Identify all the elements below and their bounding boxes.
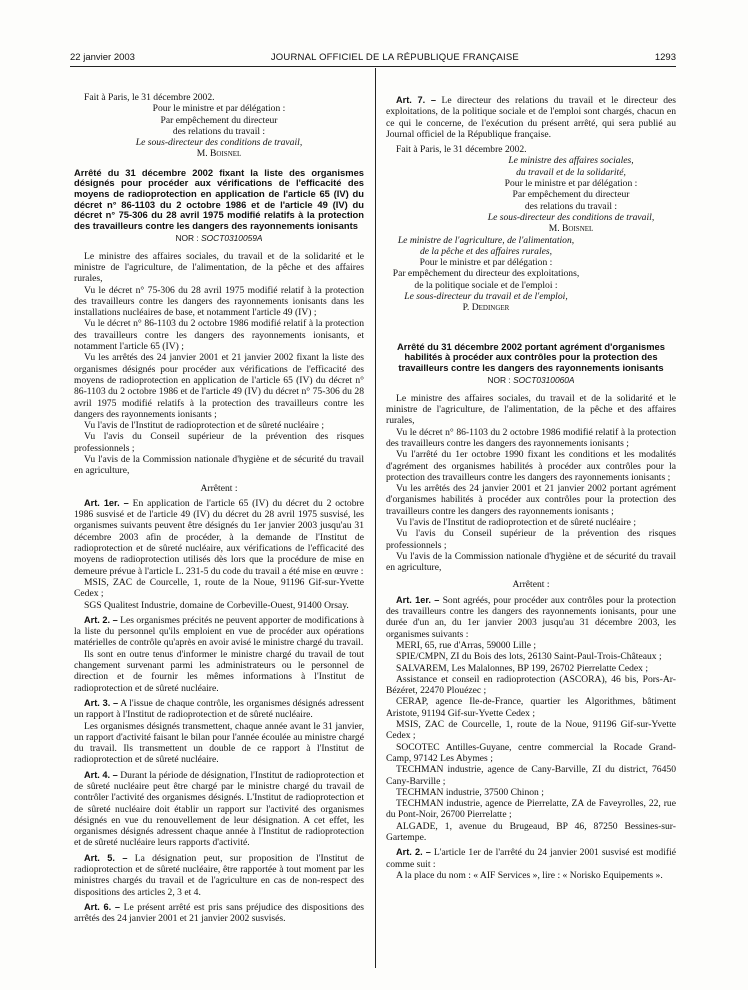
- list-item: ALGADE, 1, avenue du Brugeaud, BP 46, 87250 Bessines-sur-Gartempe.: [386, 820, 676, 843]
- list-item: SGS Qualitest Industrie, domaine de Corbeville-Ouest, 91400 Orsay.: [84, 599, 349, 611]
- signatory-title: du travail et de la solidarité,: [516, 166, 626, 178]
- list-item: Assistance et conseil en radioprotection (ASCORA), 46 bis, Pors-Ar-Bézéret, 22470 Plouézec ;: [386, 673, 676, 697]
- list-item: SALVAREM, Les Malalonnes, BP 199, 26702 Pierrelatte Cedex ;: [396, 662, 648, 674]
- article-1: [74, 498, 364, 577]
- nor-code: SOCT0310060A: [513, 375, 575, 386]
- visa-paragraph: Vu le décret n° 75-306 du 28 avril 1975 modifié relatif à la protection des travailleurs contre les dangers des rayonnements ionisants dans les installations nucléaires de base, et notamment l'article 49 (IV) ;: [74, 284, 364, 319]
- article-label: Art. 2. –: [396, 847, 431, 858]
- article-text: En application de l'article 65 (IV) du décret du 2 octobre 1986 susvisé et de l'article 49 (IV) du décret du 28 avril 1975 susvisé, les organismes suivants peuvent être désignés du 1er janvier 2003 jusqu'au 31 décembre 2003 afin de procéder, à la demande de l'Institut de radioprotection et de sûreté nucléaire, aux vérifications de l'efficacité des moyens de radioprotection utilisés dès lors que la procédure de mise en demeure prévue à l'article L. 231-5 du code du travail a été mise en œuvre :: [74, 497, 364, 577]
- article-label: Art. 7. –: [396, 95, 436, 105]
- list-item: CERAP, agence Ile-de-France, quartier les Algorithmes, bâtiment Aristote, 91194 Gif-sur-Yvette Cedex ;: [386, 696, 676, 719]
- signature-line: Pour le ministre et par délégation :: [504, 178, 638, 190]
- article-label: Art. 4. –: [84, 769, 118, 780]
- decree-title: Arrêté du 31 décembre 2002 portant agrément d'organismes habilités à procéder aux contrôles pour la protection des travailleurs contre les dangers des rayonnements ionisants: [397, 340, 665, 373]
- list-item: TECHMAN industrie, agence de Cany-Barville, ZI du district, 76450 Cany-Barville ;: [386, 764, 676, 787]
- article-label: Art. 1er. –: [396, 594, 440, 605]
- article-text: Le présent arrêté est pris sans préjudice des dispositions des arrêtés des 24 janvier 2001 et 21 janvier 2002 susvisés.: [74, 901, 364, 925]
- visa-paragraph: Vu l'avis de l'Institut de radioprotection et de sûreté nucléaire ;: [84, 420, 324, 432]
- article-3: [74, 698, 364, 721]
- visa-paragraph: Vu l'arrêté du 1er octobre 1990 fixant les conditions et les modalités d'agrément des organismes habilités à procéder aux contrôles pour la protection des travailleurs contre les dangers des rayonnements ionisants ;: [386, 449, 676, 483]
- list-item: TECHMAN industrie, agence de Pierrelatte, ZA de Faveyrolles, 22, rue du Pont-Noir, 26700 Pierrelatte ;: [386, 798, 676, 821]
- article-text: La désignation peut, sur proposition de l'Institut de radioprotection et de sûreté nucléaire, être rapportée à tout moment par les ministres chargés du travail et de l'agriculture en cas de non-respect des dispositions des articles 2, 3 et 4.: [74, 852, 364, 898]
- decree-title: Arrêté du 31 décembre 2002 fixant la liste des organismes désignés pour procéder aux vérifications de l'efficacité des moyens de radioprotection en application de l'article 65 (IV) du décret n° 86-1103 du 2 octobre 1986 et de l'article 49 (IV) du décret n° 75-306 du 28 avril 1975 modifié relatifs à la protection des travailleurs contre les dangers des rayonnements ionisants: [74, 166, 364, 231]
- fait-a-paris: Fait à Paris, le 31 décembre 2002.: [396, 144, 527, 156]
- signature-block: [466, 155, 676, 234]
- article-2: [386, 847, 676, 870]
- article-label: Art. 3. –: [84, 697, 119, 708]
- visa-paragraph: Vu l'avis de la Commission nationale d'hygiène et de sécurité du travail en agriculture,: [74, 453, 364, 477]
- article-5: [74, 853, 364, 898]
- article-text: Durant la période de désignation, l'Institut de radioprotection et de sûreté nucléaire peut être chargé par le ministre chargé du travail de contrôler l'activité des organismes désignés. L'Institut de radioprotection et de sûreté nucléaire doit établir un rapport sur l'activité des organismes désignés en vue du renouvellement de leur désignation. A cet effet, les organismes désignés adressent chaque année à l'Institut de radioprotection et de sûreté nucléaire leurs rapports d'activité.: [74, 769, 364, 849]
- list-item: MSIS, ZAC de Courcelle, 1, route de la Noue, 91196 Gif-sur-Yvette Cedex ;: [74, 576, 364, 600]
- article-label: Art. 2. –: [84, 614, 118, 625]
- signatory-title: de la pêche et des affaires rurales,: [419, 245, 553, 257]
- list-item: MSIS, ZAC de Courcelle, 1, route de la Noue, 91196 Gif-sur-Yvette Cedex ;: [386, 719, 676, 742]
- journal-title: JOURNAL OFFICIEL DE LA RÉPUBLIQUE FRANÇAISE: [270, 52, 519, 63]
- signatory-title: Le sous-directeur des conditions de travail,: [135, 137, 303, 149]
- signature-line: Par empêchement du directeur des exploitations,: [392, 268, 580, 280]
- nor-reference: [386, 375, 676, 386]
- visa-paragraph: Vu le décret n° 86-1103 du 2 octobre 1986 modifié relatif à la protection des travailleurs contre les dangers des rayonnements ionisants, et notamment l'article 65 (IV) ;: [74, 318, 364, 353]
- left-column: [74, 92, 364, 925]
- article-text: Le directeur des relations du travail et le directeur des exploitations, de la politique sociale et de l'emploi sont chargés, chacun en ce qui le concerne, de l'exécution du présent arrêté, qui sera publié au Journal officiel de la République française.: [386, 95, 677, 140]
- article-paragraph: Les organismes désignés transmettent, chaque année avant le 31 janvier, un rapport d'activité faisant le bilan pour l'année écoulée au ministre chargé du travail. Ils transmettent un double de ce rapport à l'Institut de radioprotection et de sûreté nucléaire.: [74, 720, 364, 766]
- signature-line: Par empêchement du directeur: [160, 114, 278, 126]
- list-item: TECHMAN industrie, 37500 Chinon ;: [396, 786, 544, 798]
- right-column: [386, 95, 676, 881]
- signatory-title: Le ministre de l'agriculture, de l'alimentation,: [397, 234, 575, 246]
- article-text: A l'issue de chaque contrôle, les organismes désignés adressent un rapport à l'Institut de radioprotection et de sûreté nucléaire.: [74, 697, 364, 721]
- article-label: Art. 1er. –: [84, 497, 129, 508]
- signatory-title: Le ministre des affaires sociales,: [508, 155, 634, 167]
- article-text: L'article 1er de l'arrêté du 24 janvier 2001 susvisé est modifié comme suit :: [386, 847, 676, 870]
- visa-paragraph: Vu les arrêtés des 24 janvier 2001 et 21 janvier 2002 fixant la liste des organismes désignés pour procéder aux vérifications de l'efficacité des moyens de radioprotection en application de l'article 65 (IV) du décret n° 86-1103 du 2 octobre 1986 et de l'article 49 (IV) du décret n° 75-306 du 28 avril 1975 modifié relatifs à la protection des travailleurs contre les dangers des rayonnements ionisants ;: [74, 352, 364, 420]
- signature-line: des relations du travail :: [524, 200, 618, 212]
- article-6: [74, 902, 364, 925]
- visa-paragraph: Vu l'avis du Conseil supérieur de la prévention des risques professionnels ;: [386, 528, 676, 551]
- signature-block: [386, 235, 586, 314]
- preamble-paragraph: Le ministre des affaires sociales, du travail et de la solidarité et le ministre de l'agriculture, de l'alimentation, de la pêche et des affaires rurales,: [386, 392, 676, 427]
- article-paragraph: A la place du nom : « AIF Services », lire : « Norisko Equipements ».: [396, 869, 663, 881]
- article-paragraph: Ils sont en outre tenus d'informer le ministre chargé du travail de tout changement survenant parmi les administrateurs ou le personnel de direction et de fournir les mêmes informations à l'Institut de radioprotection et de sûreté nucléaire.: [74, 648, 364, 694]
- list-item: MERI, 65, rue d'Arras, 59000 Lille ;: [396, 639, 537, 651]
- list-item: SOCOTEC Antilles-Guyane, centre commercial la Rocade Grand-Camp, 97142 Les Abymes ;: [386, 741, 676, 764]
- article-7: [386, 95, 676, 140]
- arretent-heading: Arrêtent :: [200, 482, 238, 494]
- running-header: [70, 52, 676, 63]
- visa-paragraph: Vu l'avis de l'Institut de radioprotection et de sûreté nucléaire ;: [396, 516, 636, 528]
- signatory-name: M. Boisnel: [548, 223, 594, 235]
- article-label: Art. 5. –: [84, 852, 128, 863]
- signature-line: Pour le ministre et par délégation :: [419, 257, 553, 269]
- signature-line: des relations du travail :: [172, 125, 266, 137]
- signature-line: Pour le ministre et par délégation :: [152, 103, 286, 115]
- signatory-title: Le sous-directeur des conditions de travail,: [487, 211, 655, 223]
- page-number: 1293: [654, 52, 676, 63]
- article-text: Les organismes précités ne peuvent apporter de modifications à la liste du personnel qu'ils emploient en vue de procéder aux opérations matérielles de contrôle qu'après en avoir avisé le ministre chargé du travail.: [74, 614, 364, 649]
- column-divider: [375, 68, 376, 968]
- nor-label: NOR :: [175, 233, 202, 244]
- issue-date: 22 janvier 2003: [70, 52, 135, 63]
- signatory-title: Le sous-directeur du travail et de l'emploi,: [404, 291, 568, 303]
- preamble-paragraph: Le ministre des affaires sociales, du travail et de la solidarité et le ministre de l'agriculture, de l'alimentation, de la pêche et des affaires rurales,: [74, 250, 364, 285]
- signature-line: Par empêchement du directeur: [512, 189, 630, 201]
- article-4: [74, 770, 364, 849]
- article-text: Sont agréés, pour procéder aux contrôles pour la protection des travailleurs contre les dangers des rayonnements ionisants, pour une durée d'un an, du 1er janvier 2003 jusqu'au 31 décembre 2003, les organismes suivants :: [386, 594, 676, 640]
- article-label: Art. 6. –: [84, 901, 121, 912]
- fait-a-paris: Fait à Paris, le 31 décembre 2002.: [84, 92, 215, 103]
- signatory-name: M. Boisnel: [196, 148, 242, 160]
- visa-paragraph: Vu le décret n° 86-1103 du 2 octobre 1986 modifié relatif à la protection des travailleurs contre les dangers des rayonnements ionisants ;: [386, 426, 676, 449]
- list-item: SPIE/CMPN, ZI du Bois des lots, 26130 Saint-Paul-Trois-Châteaux ;: [396, 651, 662, 663]
- arretent-heading: Arrêtent :: [512, 579, 550, 591]
- visa-paragraph: Vu les arrêtés des 24 janvier 2001 et 21 janvier 2002 portant agrément d'organismes habilités à procéder aux contrôles pour la protection des travailleurs contre les dangers des rayonnements ionisants ;: [386, 483, 676, 517]
- signature-line: de la politique sociale et de l'emploi :: [414, 279, 558, 291]
- visa-paragraph: Vu l'avis du Conseil supérieur de la prévention des risques professionnels ;: [74, 431, 364, 454]
- signatory-name: P. Dedinger: [462, 302, 510, 314]
- nor-reference: [74, 233, 364, 244]
- nor-code: SOCT0310059A: [201, 233, 263, 244]
- header-rule: [70, 66, 676, 67]
- article-1: [386, 595, 676, 640]
- nor-label: NOR :: [487, 375, 514, 386]
- article-2: [74, 615, 364, 649]
- visa-paragraph: Vu l'avis de la Commission nationale d'hygiène et de sécurité du travail en agriculture,: [386, 550, 676, 574]
